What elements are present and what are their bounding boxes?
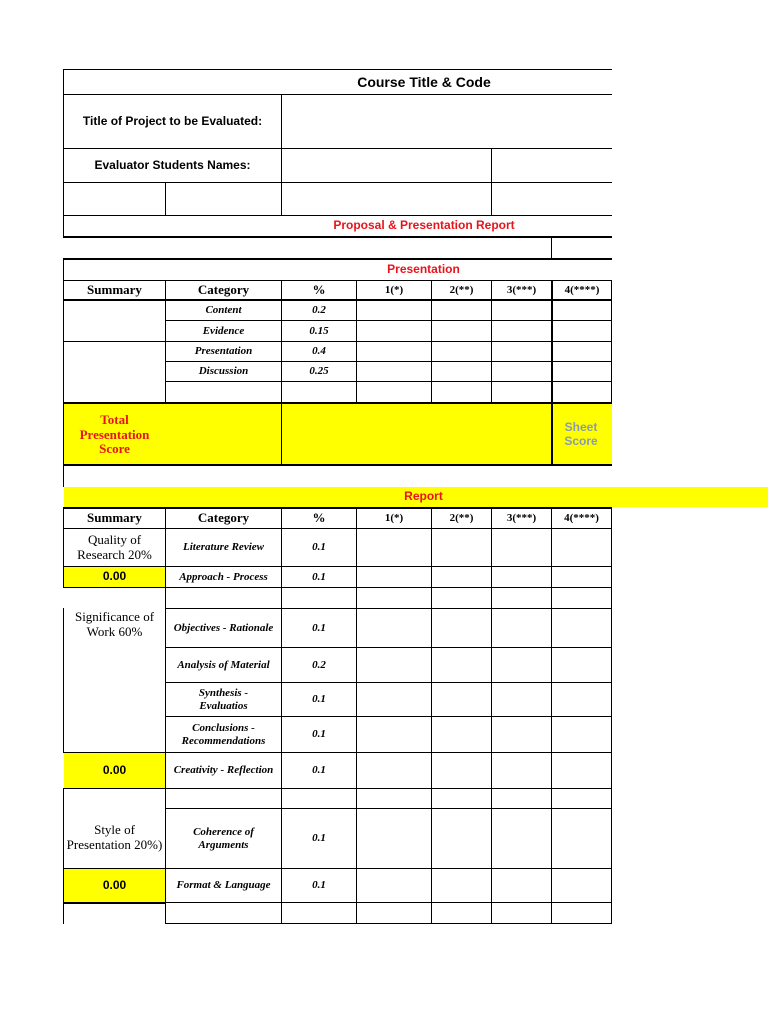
group-label-significance: Significance of Work 60% — [74, 609, 155, 639]
group-label-quality: Quality of Research 20% — [77, 532, 152, 562]
pres-header-4: 4(****) — [564, 284, 600, 297]
report-category-literature: Literature Review — [183, 541, 264, 554]
pres-header-category: Category — [197, 282, 250, 298]
report-header-3: 3(***) — [506, 512, 537, 525]
pres-header-percent: % — [312, 282, 326, 298]
pres-category-discussion: Discussion — [198, 365, 249, 378]
pres-percent-discussion: 0.25 — [309, 365, 329, 378]
pres-header-1: 1(*) — [384, 284, 404, 297]
pres-percent-content: 0.2 — [312, 304, 326, 317]
pres-category-presentation: Presentation — [194, 345, 253, 358]
report-category-conclusions: Conclusions - Recommendations — [181, 721, 266, 747]
pres-category-content: Content — [205, 304, 242, 317]
report-category-objectives: Objectives - Rationale — [173, 621, 274, 634]
report-header-category: Category — [197, 510, 250, 526]
group-score-quality: 0.00 — [102, 569, 127, 584]
pres-category-evidence: Evidence — [202, 324, 245, 337]
report-percent-synthesis: 0.1 — [312, 693, 326, 706]
report-percent-analysis: 0.2 — [312, 658, 326, 671]
report-percent-approach: 0.1 — [312, 570, 326, 583]
report-header-4: 4(****) — [564, 512, 599, 525]
report-section-label: Report — [404, 489, 443, 504]
report-header-1: 1(*) — [384, 512, 404, 525]
evaluator-names-label: Evaluator Students Names: — [94, 157, 251, 172]
presentation-section-label: Presentation — [387, 262, 460, 277]
report-title: Proposal & Presentation Report — [333, 218, 515, 233]
report-header-percent: % — [312, 510, 326, 526]
group-score-significance: 0.00 — [102, 762, 127, 777]
project-title-label: Title of Project to be Evaluated: — [82, 113, 263, 128]
report-category-coherence: Coherence of Arguments — [193, 825, 254, 851]
report-percent-conclusions: 0.1 — [312, 728, 326, 741]
report-header-summary: Summary — [87, 510, 142, 526]
report-category-approach: Approach - Process — [179, 570, 268, 583]
pres-header-3: 3(***) — [506, 284, 537, 297]
group-score-style: 0.00 — [102, 877, 127, 892]
report-percent-creativity: 0.1 — [312, 764, 326, 777]
report-category-analysis: Analysis of Material — [177, 658, 270, 671]
pres-percent-evidence: 0.15 — [309, 324, 329, 337]
pres-header-summary: Summary — [87, 282, 142, 298]
report-percent-literature: 0.1 — [312, 541, 326, 554]
report-category-synthesis: Synthesis - Evaluatios — [198, 686, 249, 712]
report-category-creativity: Creativity - Reflection — [173, 764, 274, 777]
report-percent-objectives: 0.1 — [312, 621, 326, 634]
report-percent-format: 0.1 — [312, 879, 326, 892]
total-presentation-score-label: Total Presentation Score — [79, 411, 150, 457]
group-label-style: Style of Presentation 20%) — [66, 822, 163, 852]
report-percent-coherence: 0.1 — [312, 832, 326, 845]
pres-header-2: 2(**) — [449, 284, 474, 297]
report-category-format: Format & Language — [176, 879, 271, 892]
sheet-score-label: Sheet Score — [564, 420, 598, 448]
pres-percent-presentation: 0.4 — [312, 345, 326, 358]
report-header-2: 2(**) — [449, 512, 474, 525]
course-title: Course Title & Code — [357, 73, 491, 90]
